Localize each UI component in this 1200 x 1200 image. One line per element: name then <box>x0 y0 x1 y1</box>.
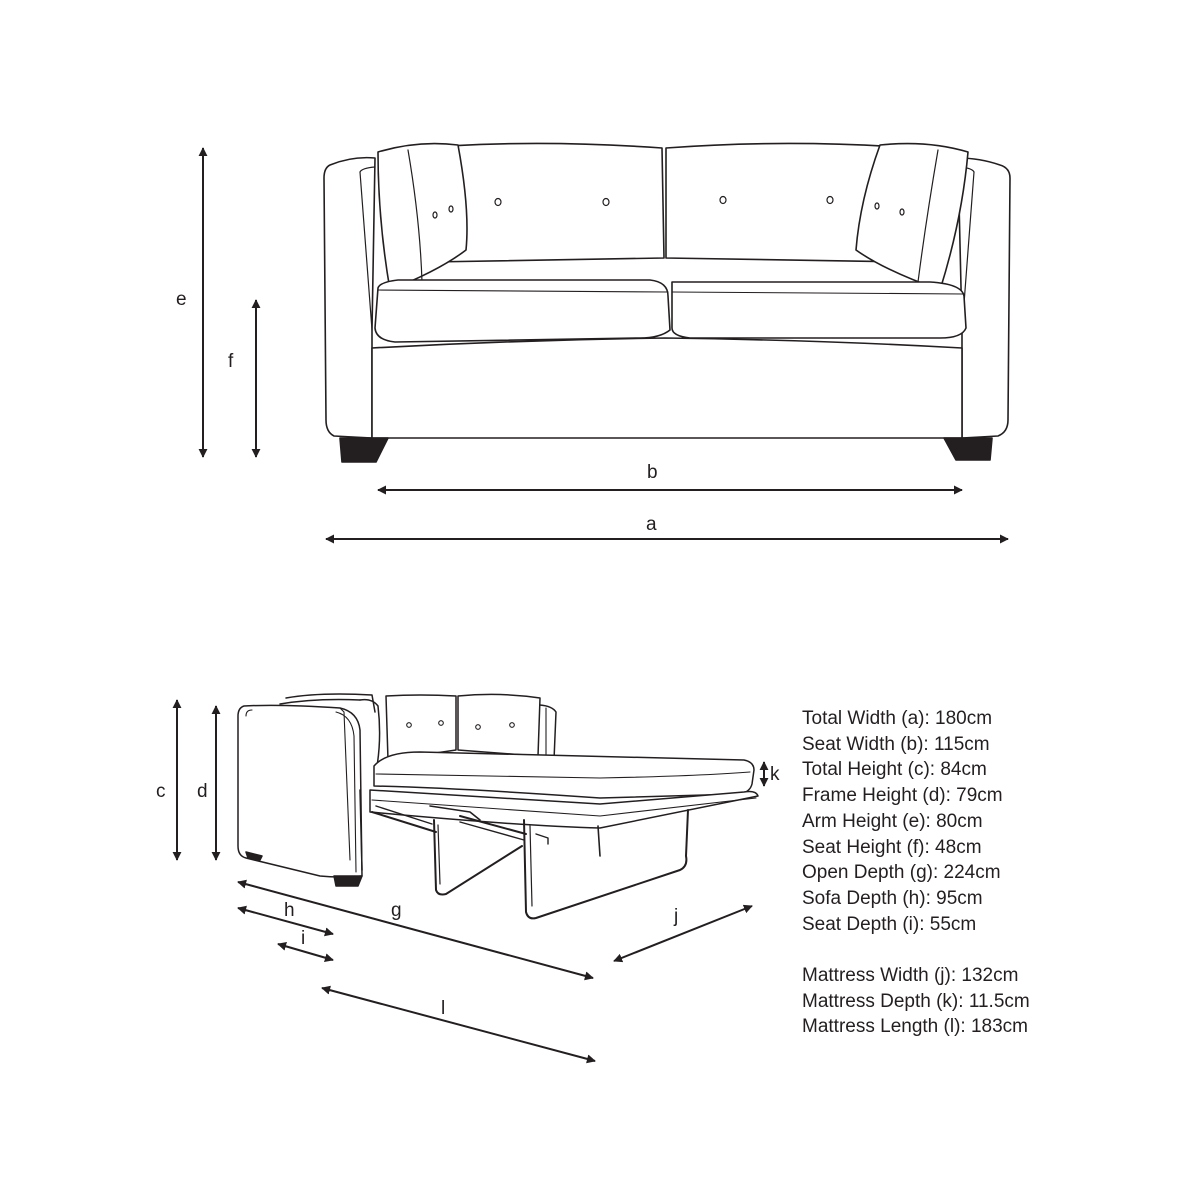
left-arm <box>324 158 375 438</box>
spec-seat-width: Seat Width (b): 115cm <box>802 733 990 755</box>
seat-cushion-right <box>672 282 966 338</box>
label-l: l <box>441 998 446 1019</box>
label-k: k <box>770 764 780 785</box>
spec-open-depth: Open Depth (g): 224cm <box>802 862 1001 884</box>
spec-seat-depth: Seat Depth (i): 55cm <box>802 913 977 935</box>
spec-mattress-length: Mattress Length (l): 183cm <box>802 1016 1028 1038</box>
scatter-cushion-left <box>378 144 467 290</box>
front-view-sofa <box>324 143 1010 462</box>
leg-right <box>944 438 992 460</box>
spec-arm-height: Arm Height (e): 80cm <box>802 810 983 832</box>
dimension-arrow-l <box>322 988 595 1061</box>
spec-sofa-depth: Sofa Depth (h): 95cm <box>802 887 983 909</box>
spec-mattress-depth: Mattress Depth (k): 11.5cm <box>802 990 1030 1012</box>
dimension-arrow-j <box>614 906 752 961</box>
label-c: c <box>156 781 166 802</box>
side-view-sofa-bed <box>238 694 758 918</box>
dimension-arrow-g <box>238 882 593 978</box>
label-i: i <box>301 928 306 949</box>
spec-frame-height: Frame Height (d): 79cm <box>802 785 1003 807</box>
spec-mattress-width: Mattress Width (j): 132cm <box>802 965 1019 987</box>
side-back-cushion-left <box>386 695 456 760</box>
label-h: h <box>284 900 295 921</box>
spec-seat-height: Seat Height (f): 48cm <box>802 836 982 858</box>
side-back-cushion-right <box>458 694 540 756</box>
sofa-base <box>372 338 962 438</box>
label-d: d <box>197 781 208 802</box>
leg-left <box>340 438 388 462</box>
side-arm <box>238 705 362 877</box>
label-a: a <box>646 514 657 535</box>
label-f: f <box>228 351 234 372</box>
spec-spacer <box>802 937 1192 963</box>
dimension-arrow-i <box>278 944 333 960</box>
seat-cushion-left <box>375 280 670 342</box>
dimension-specifications <box>802 706 1192 1040</box>
spec-total-height: Total Height (c): 84cm <box>802 759 987 781</box>
right-arm <box>958 158 1010 438</box>
spec-total-width: Total Width (a): 180cm <box>802 708 993 729</box>
label-b: b <box>647 462 658 483</box>
scatter-cushion-right <box>856 144 968 290</box>
label-e: e <box>176 289 187 310</box>
label-j: j <box>674 906 679 927</box>
label-g: g <box>391 900 402 921</box>
